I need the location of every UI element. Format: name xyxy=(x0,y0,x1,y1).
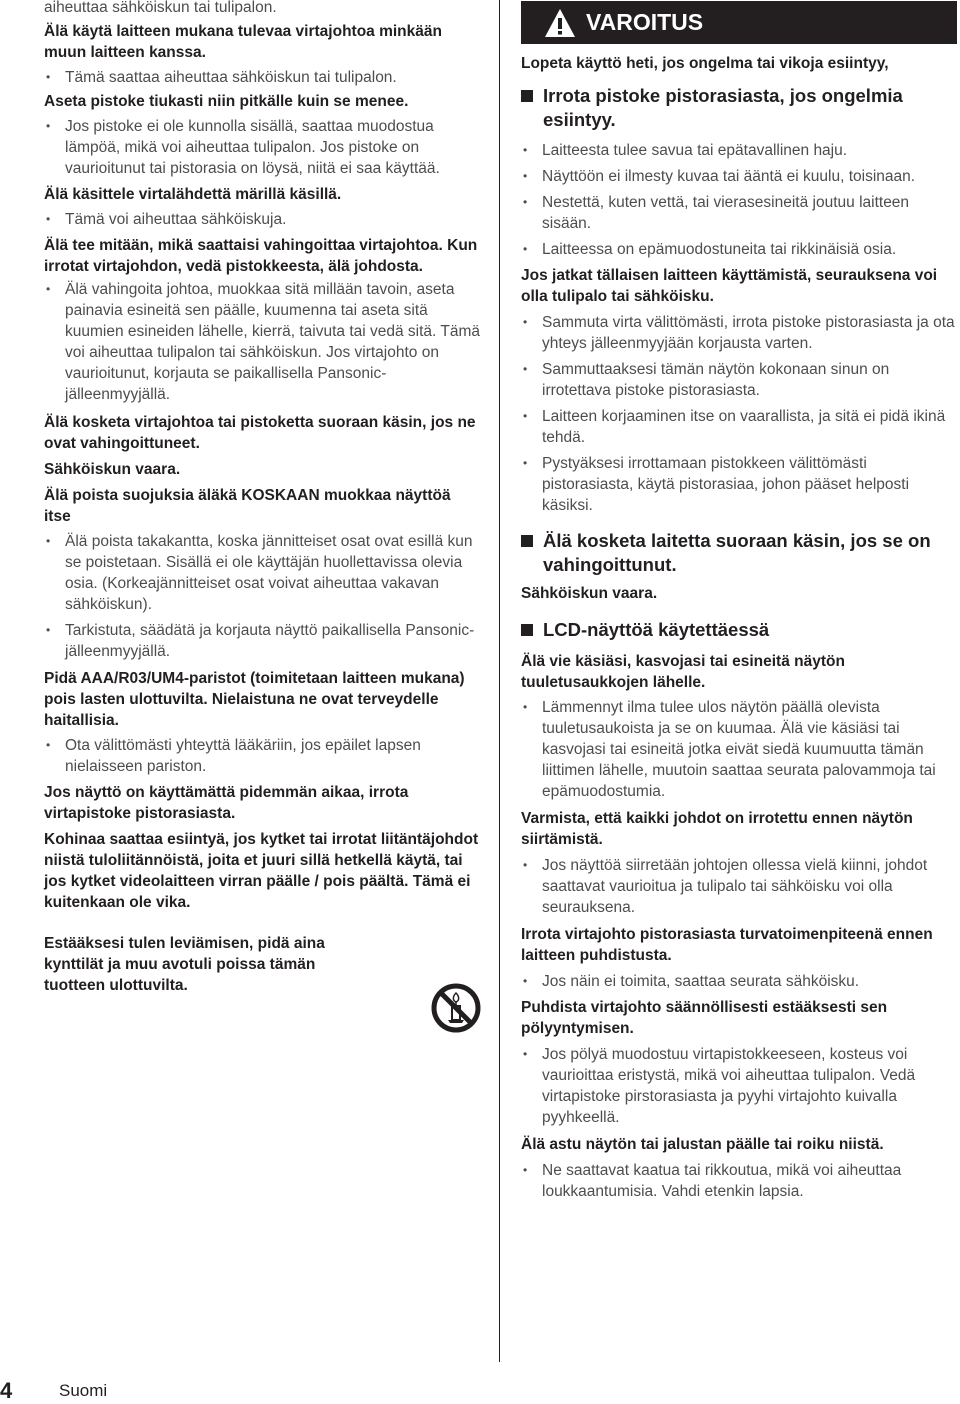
list-item: • Älä vahingoita johtoa, muokkaa sitä millään tavoin, aseta painavia esineitä sen päälle, kuumenna tai aseta sitä kuumien esineiden lähelle, kierrä, taivuta tai vedä sitä. Tämä voi aiheuttaa tulipalon tai sähköiskun. Jos virtajohto on vaurioitunut, korjauta se paikallisella Pansonic-jälleenmyyjällä. xyxy=(46,281,480,403)
warning-banner-label: VAROITUS xyxy=(586,9,704,35)
list-item: • Tämä voi aiheuttaa sähköiskuja. xyxy=(46,211,287,228)
warning-triangle-icon xyxy=(543,7,577,39)
vents-title: Älä vie käsiäsi, kasvojasi tai esineitä näytön tuuletusaukkojen lähelle. xyxy=(521,653,845,691)
list-item: • Älä poista takakantta, koska jännitteiset osat ovat esillä kun se poistetaan. Sisällä ei ole käyttäjän huollettavissa olevia osia. (Korkeajännitteiset osat voivat aiheuttaa vakavan sähköiskun). xyxy=(46,533,473,613)
warning-banner xyxy=(521,1,957,44)
language-label: Suomi xyxy=(59,1381,108,1400)
list-item: • Tarkistuta, säädätä ja korjauta näyttö paikallisella Pansonic-jälleenmyyjällä. xyxy=(46,622,475,660)
continuing-warning: Jos jatkat tällaisen laitteen käyttämistä, seurauksena voi olla tulipalo tai sähköisku. xyxy=(521,267,938,305)
right-column xyxy=(521,53,957,1202)
list-item: • Jos näyttöä siirretään johtojen ollessa vielä kiinni, johdot saattavat vaurioitua ja tulipalo tai sähköisku voi olla seurauksena. xyxy=(523,857,928,916)
list-item: • Jos pölyä muodostuu virtapistokkeeseen, kosteus voi vaurioittaa eristystä, mikä voi aiheuttaa tulipalon. Vedä virtapistoke pirstorasiasta ja pyyhi virtajohto kuivalla pyyhkeellä. xyxy=(523,1046,916,1126)
list-item: • Sammuttaaksesi tämän näytön kokonaan sinun on irrotettava pistoke pistorasiasta. xyxy=(523,361,890,399)
warning-unplug-title: Jos näyttö on käyttämättä pidemmän aikaa, irrota virtapistoke pistorasiasta. xyxy=(44,784,409,822)
column-divider xyxy=(499,0,500,1362)
list-item: • Nestettä, kuten vettä, tai vierasesineitä joutuu laitteen sisään. xyxy=(523,194,910,232)
list-item: • Ota välittömästi yhteyttä lääkäriin, jos epäilet lapsen nielaisseen pariston. xyxy=(46,737,421,775)
list-item: • Laitteen korjaaminen itse on vaarallista, ja sitä ei pidä ikinä tehdä. xyxy=(523,408,946,446)
shock-hazard-label: Sähköiskun vaara. xyxy=(44,461,181,478)
list-item: • Sammuta virta välittömästi, irrota pistoke pistorasiasta ja ota yhteys jälleenmyyjään korjausta varten. xyxy=(523,314,955,352)
warning-damaged-cord-title: Älä kosketa virtajohtoa tai pistoketta suoraan käsin, jos ne ovat vahingoittuneet. xyxy=(44,414,476,452)
list-item: • Pystyäksesi irrottamaan pistokkeen välittömästi pistorasiasta, käytä pistorasiaa, johon pääset helposti käsiksi. xyxy=(523,455,910,514)
list-item: • Jos näin ei toimita, saattaa seurata sähköisku. xyxy=(523,973,860,990)
top-fragment: aiheuttaa sähköiskun tai tulipalon. xyxy=(44,0,277,16)
section-unplug-heading: Irrota pistoke pistorasiasta, jos ongelmia esiintyy. xyxy=(521,84,957,132)
list-item: • Lämmennyt ilma tulee ulos näytön päällä olevista tuuletusaukoista ja se on kuumaa. Älä vie käsiäsi tai kasvojasi tai esineitä jotka eivät siedä kuumuutta tämän liittimen lähelle, muutoin saattaa seurata palovammoja tai epämuodostumia. xyxy=(523,699,936,800)
section-lcd-heading: LCD-näyttöä käytettäessä xyxy=(521,618,957,642)
list-item: • Laitteesta tulee savua tai epätavallinen haju. xyxy=(523,142,848,159)
dust-title: Puhdista virtajohto säännöllisesti estääksesti sen pölyyntymisen. xyxy=(521,999,888,1037)
warning-covers-title: Älä poista suojuksia äläkä KOSKAAN muokkaa näyttöä itse xyxy=(44,487,451,525)
warning-cord-damage-title: Älä tee mitään, mikä saattaisi vahingoittaa virtajohtoa. Kun irrotat virtajohdon, vedä pistokkeesta, älä johdosta. xyxy=(44,237,478,275)
warning-wet-hands-title: Älä käsittele virtalähdettä märillä käsillä. xyxy=(44,186,342,203)
list-item: • Näyttöön ei ilmesty kuvaa tai ääntä ei kuulu, toisinaan. xyxy=(523,168,916,185)
candle-warning: Estääksesi tulen leviämisen, pidä aina kynttilät ja muu avotuli poissa tämän tuotteen ulottuvilta. xyxy=(44,935,325,994)
moving-title: Varmista, että kaikki johdot on irrotettu ennen näytön siirtämistä. xyxy=(521,810,913,848)
shock-hazard-label: Sähköiskun vaara. xyxy=(521,585,658,602)
warning-plug-title: Aseta pistoke tiukasti niin pitkälle kuin se menee. xyxy=(44,93,409,110)
climbing-title: Älä astu näytön tai jalustan päälle tai roiku niistä. xyxy=(521,1136,884,1153)
list-item: • Jos pistoke ei ole kunnolla sisällä, saattaa muodostua lämpöä, mikä voi aiheuttaa tulipalon. Jos pistoke on vaurioitunut tai pistorasia on löysä, niitä ei saa käyttää. xyxy=(46,118,440,177)
list-item: • Ne saattavat kaatua tai rikkoutua, mikä voi aiheuttaa loukkaantumisia. Vahdi etenkin lapsia. xyxy=(523,1162,902,1200)
list-item: • Tämä saattaa aiheuttaa sähköiskun tai tulipalon. xyxy=(46,69,397,86)
noise-note: Kohinaa saattaa esiintyä, jos kytket tai irrotat liitäntäjohdot niistä tuloliitännöistä, joita et juuri sillä hetkellä käytä, tai jos kytket videolaitteen virran päälle / pois päältä. Tämä ei kuitenkaan ole vika. xyxy=(44,831,479,911)
section-damaged-heading: Älä kosketa laitetta suoraan käsin, jos se on vahingoittunut. xyxy=(521,529,957,577)
list-item: • Laitteessa on epämuodostuneita tai rikkinäisiä osia. xyxy=(523,241,897,258)
no-open-flame-icon xyxy=(430,982,482,1034)
intro-text: Lopeta käyttö heti, jos ongelma tai vikoja esiintyy, xyxy=(521,55,889,72)
cleaning-title: Irrota virtajohto pistorasiasta turvatoimenpiteenä ennen laitteen puhdistusta. xyxy=(521,926,933,964)
page-number: 4 xyxy=(0,1378,13,1403)
warning-cable-title: Älä käytä laitteen mukana tulevaa virtajohtoa minkään muun laitteen kanssa. xyxy=(44,23,442,61)
left-column xyxy=(44,0,480,996)
warning-batteries-title: Pidä AAA/R03/UM4-paristot (toimitetaan laitteen mukana) pois lasten ulottuvilta. Nielaistuna ne ovat terveydelle haitallisia. xyxy=(44,670,465,729)
